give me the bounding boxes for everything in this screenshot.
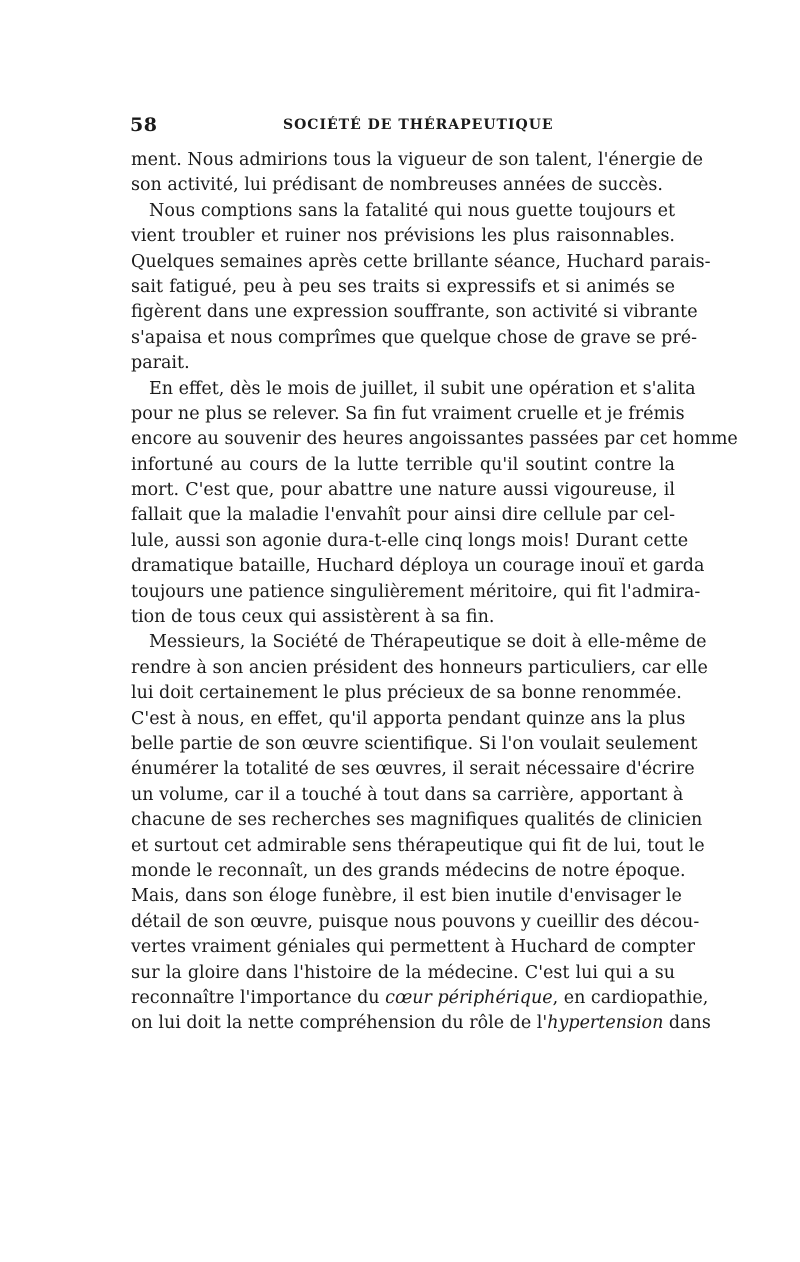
text-line: détail de son œuvre, puisque nous pouvons y cueillir des décou- [131,911,700,932]
text-line: vient troubler et ruiner nos prévisions les plus raisonnables. [131,226,675,247]
text-line: Quelques semaines après cette brillante séance, Huchard parais- [131,251,711,272]
running-head [130,114,675,140]
text-line: Mais, dans son éloge funèbre, il est bien inutile d'envisager le [131,886,682,907]
text-line [131,1011,711,1036]
text-line: vertes vraiment géniales qui permettent à Huchard de compter [131,937,695,958]
text-line: son activité, lui prédisant de nombreuses années de succès. [131,175,663,196]
page-number: 58 [130,114,158,136]
text-line: lule, aussi son agonie dura-t-elle cinq longs mois! Durant cette [131,530,689,551]
text-line: Messieurs, la Société de Thérapeutique se doit à elle-même de [149,632,707,653]
body-text [131,148,738,1037]
text-line: monde le reconnaît, un des grands médecins de notre époque. [131,860,686,881]
text-line: mort. C'est que, pour abattre une nature aussi vigoureuse, il [131,480,675,501]
text-run: , en cardiopathie, [552,987,709,1008]
text-line: encore au souvenir des heures angoissantes passées par cet homme [131,429,738,450]
italic-term: hypertension [547,1013,664,1034]
text-line: sur la gloire dans l'histoire de la médecine. C'est lui qui a su [131,962,675,983]
text-line: énumérer la totalité de ses œuvres, il serait nécessaire d'écrire [131,759,695,780]
text-line: En effet, dès le mois de juillet, il subit une opération et s'alita [149,378,696,399]
text-line: belle partie de son œuvre scientifique. Si l'on voulait seulement [131,733,698,754]
text-line: tion de tous ceux qui assistèrent à sa fin. [131,607,495,628]
text-line: pour ne plus se relever. Sa fin fut vraiment cruelle et je frémis [131,403,685,424]
text-run: dans [663,1013,711,1034]
text-line: ment. Nous admirions tous la vigueur de son talent, l'énergie de [131,150,704,170]
text-line: parait. [131,353,190,374]
text-line: figèrent dans une expression souffrante, son activité si vibrante [131,302,698,323]
italic-term: cœur périphérique [385,987,553,1008]
text-line: rendre à son ancien président des honneurs particuliers, car elle [131,657,708,678]
text-line: infortuné au cours de la lutte terrible qu'il soutint contre la [131,454,675,475]
text-line: Nous comptions sans la fatalité qui nous guette toujours et [149,200,675,221]
text-line: un volume, car il a touché à tout dans sa carrière, apportant à [131,784,684,805]
text-line: toujours une patience singulièrement méritoire, qui fit l'admira- [131,581,701,602]
text-line [131,986,709,1011]
text-line: chacune de ses recherches ses magnifiques qualités de clinicien [131,810,703,831]
text-run: reconnaître l'importance du [131,987,386,1008]
text-line: sait fatigué, peu à peu ses traits si expressifs et si animés se [131,276,675,297]
text-line: s'apaisa et nous comprîmes que quelque chose de grave se pré- [131,327,697,348]
text-run: on lui doit la nette compréhension du rôle de l' [131,1013,548,1034]
text-line: C'est à nous, en effet, qu'il apporta pendant quinze ans la plus [131,708,686,729]
text-line: lui doit certainement le plus précieux de sa bonne renommée. [131,683,682,704]
text-line: dramatique bataille, Huchard déploya un courage inouï et garda [131,556,705,577]
text-line: fallait que la maladie l'envahît pour ainsi dire cellule par cel- [131,505,675,526]
running-title: SOCIÉTÉ DE THÉRAPEUTIQUE [283,117,554,133]
text-line: et surtout cet admirable sens thérapeutique qui fit de lui, tout le [131,835,705,856]
